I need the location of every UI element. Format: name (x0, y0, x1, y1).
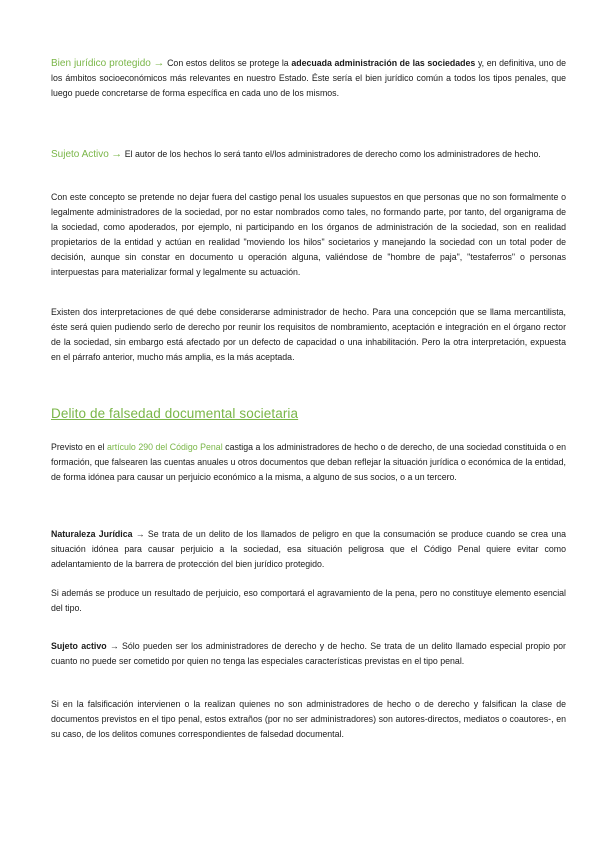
paragraph-resultado: Si además se produce un resultado de perjuicio, eso comportará el agravamiento de la pena, pero no constituye elemento esencial del tipo. (51, 588, 566, 613)
text-post: castiga a los administradores de hecho o de derecho, de una sociedad constituida o en formación, que falsearen las cuentas anuales u otros documentos que deban reflejar la situación jurídica o económica de la entidad, de forma idónea para causar un perjuicio económico a la misma, a alguno de sus socios, o a un tercero. (51, 442, 567, 482)
text-bold: adecuada administración de las sociedades (291, 58, 476, 68)
text-body: Sólo pueden ser los administradores de derecho y de hecho. Se trata de un delito llamado especial propio por cuanto no puede ser cometido por quien no tenga las especiales características previstas en el tipo penal. (51, 641, 566, 666)
paragraph-naturaleza (51, 527, 566, 572)
paragraph-sujeto-activo (51, 147, 566, 162)
arrow-right-icon: → (135, 529, 145, 539)
lead-sujeto-activo-2: Sujeto activo (51, 641, 107, 651)
paragraph-previsto (51, 440, 566, 485)
lead-bien-juridico: Bien jurídico protegido (51, 58, 151, 69)
paragraph-sujeto-activo-2 (51, 639, 566, 669)
text-body: El autor de los hechos lo será tanto el/los administradores de derecho como los administradores de hecho. (122, 149, 541, 159)
paragraph-bien-juridico (51, 56, 566, 101)
paragraph-concepto: Con este concepto se pretende no dejar fuera del castigo penal los usuales supuestos en que personas que no son formalmente o legalmente administradores de la sociedad, por no estar nombrados como tales, no formando parte, por tanto, del organigrama de la sociedad, como apoderados, por ejemplo, ni participando en los órganos de administración de la sociedad, son en realidad propietarios de la entidad y actúan en realidad "moviendo los hilos" societarios y manejando la sociedad con un total poder de decisión, aunque sin constar en documento u operación alguna, valiéndose de "hombre de paja", "testaferros" o personas interpuestas para materializar formal y legalmente su actuación. (51, 192, 566, 277)
arrow-right-icon: → (109, 641, 119, 651)
text-post: y, en definitiva, uno de los ámbitos socioeconómicos más relevantes en nuestro Estado. Éste sería el bien jurídico común a todos los tipos penales, que luego puede concretarse de forma específica en cada uno de los mismos. (51, 58, 566, 98)
text-body: Se trata de un delito de los llamados de peligro en que la consumación se produce cuando se crea una situación idónea para causar perjuicio a la sociedad, esa situación peligrosa que el Código Penal quiere evitar como adelantamiento de la barrera de protección del bien jurídico protegido. (51, 529, 567, 569)
lead-naturaleza: Naturaleza Jurídica (51, 529, 133, 539)
text-pre: Con estos delitos se protege la (164, 58, 292, 68)
section-title: Delito de falsedad documental societaria (51, 406, 299, 421)
text-pre: Previsto en el (51, 442, 107, 452)
arrow-right-icon: → (153, 57, 165, 69)
arrow-right-icon: → (111, 148, 123, 160)
lead-sujeto-activo: Sujeto Activo (51, 149, 109, 160)
paragraph-interpretaciones: Existen dos interpretaciones de qué debe considerarse administrador de hecho. Para una concepción que se llama mercantilista, éste será quien pudiendo serlo de derecho por reunir los requisitos de nombramiento, aceptación e integración en el órgano rector de la sociedad, sin embargo está afectado por un defecto de capacidad o una inhabilitación. Pero la otra interpretación, expuesta en el párrafo anterior, mucho más amplia, es la más aceptada. (51, 307, 566, 362)
article-link[interactable]: artículo 290 del Código Penal (106, 442, 223, 452)
paragraph-falsificacion: Si en la falsificación intervienen o la realizan quienes no son administradores de hecho o de derecho y falsifican la clase de documentos previstos en el tipo penal, estos extraños (por no ser administradores) son autores-directos, mediatos o coautores-, en su caso, de los delitos comunes correspondientes de falsedad documental. (51, 699, 566, 739)
